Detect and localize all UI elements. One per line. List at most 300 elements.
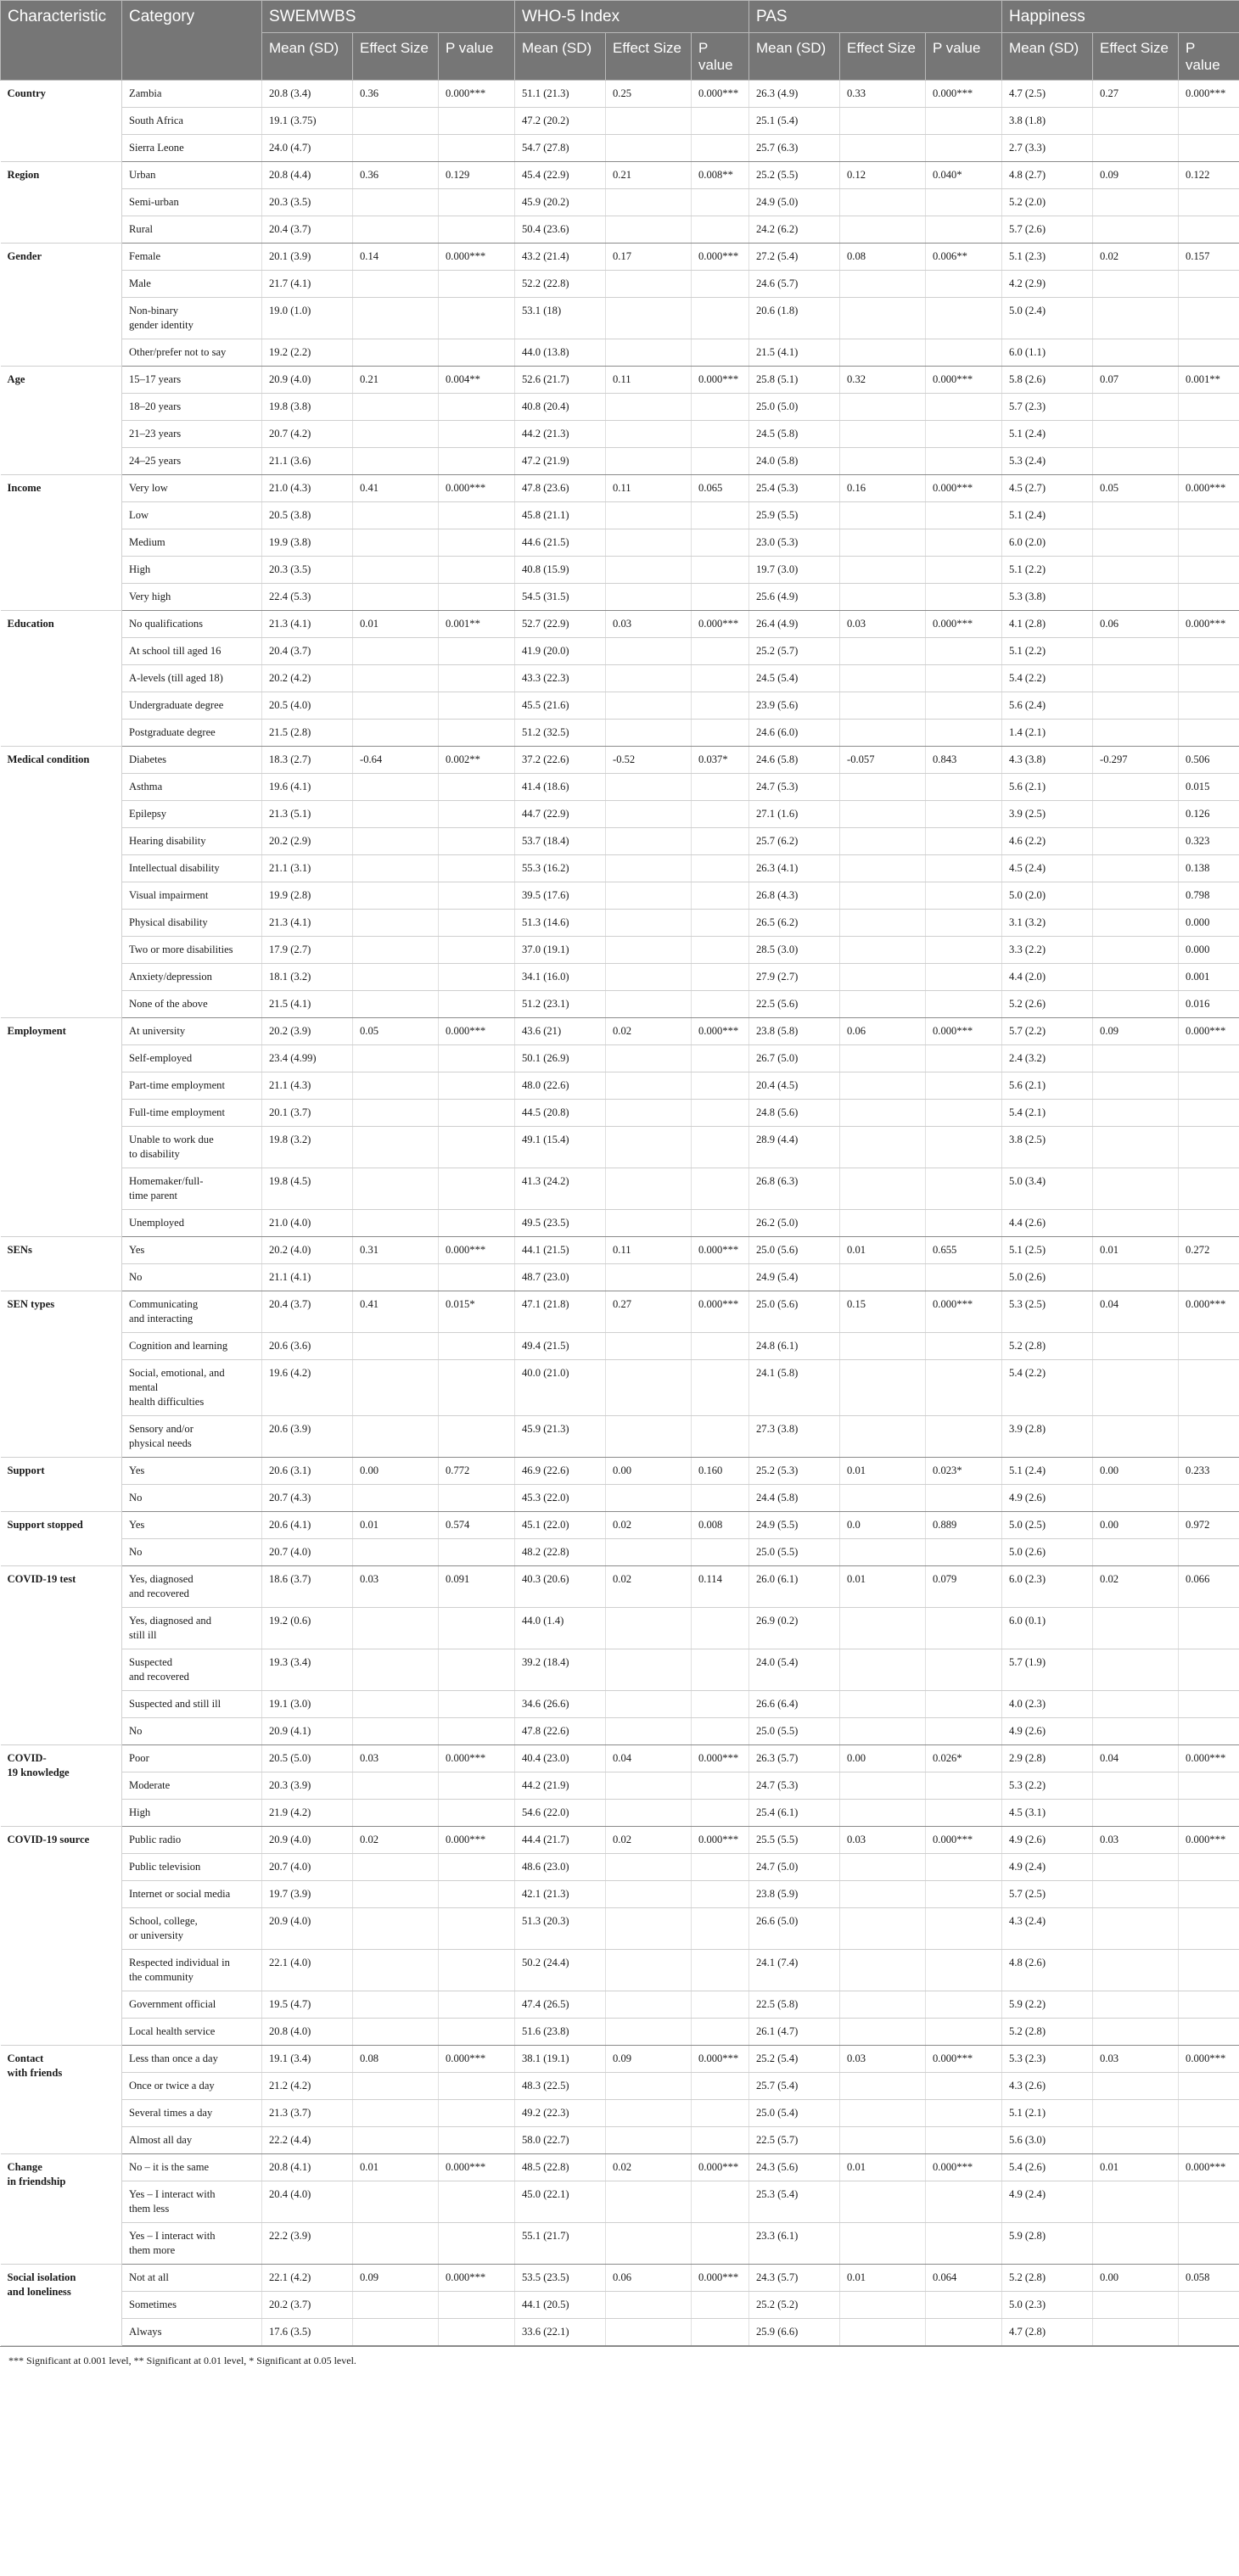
swemwbs-mean-cell: 20.4 (3.7) — [262, 1291, 353, 1332]
table-row — [1, 2153, 1239, 2181]
who5-mean-cell: 48.5 (22.8) — [515, 2153, 606, 2181]
pas-mean-cell: 25.4 (6.1) — [749, 1799, 840, 1826]
header-mean-sd: Mean (SD) — [515, 32, 606, 80]
pas-mean-cell: 25.0 (5.6) — [749, 1291, 840, 1332]
happiness-p-cell — [1179, 2318, 1239, 2345]
table-row — [1, 1044, 1239, 1072]
category-cell: 21–23 years — [122, 420, 262, 447]
happiness-p-cell — [1179, 501, 1239, 529]
table-row — [1, 1236, 1239, 1263]
happiness-effect-cell — [1093, 107, 1179, 134]
who5-p-cell — [692, 1853, 749, 1880]
who5-mean-cell: 44.2 (21.3) — [515, 420, 606, 447]
pas-mean-cell: 27.2 (5.4) — [749, 243, 840, 270]
happiness-p-cell — [1179, 1415, 1239, 1457]
swemwbs-mean-cell: 21.1 (4.1) — [262, 1263, 353, 1291]
pas-p-cell — [926, 2291, 1002, 2318]
pas-effect-cell — [840, 1690, 926, 1717]
category-cell: Yes – I interact with them more — [122, 2222, 262, 2264]
swemwbs-p-cell — [439, 1484, 515, 1511]
who5-effect-cell — [606, 2072, 692, 2099]
swemwbs-mean-cell: 20.2 (2.9) — [262, 827, 353, 854]
who5-p-cell: 0.000*** — [692, 1236, 749, 1263]
happiness-effect-cell: 0.01 — [1093, 1236, 1179, 1263]
header-effect-size: Effect Size — [840, 32, 926, 80]
pas-p-cell: 0.000*** — [926, 2045, 1002, 2072]
pas-mean-cell: 25.9 (5.5) — [749, 501, 840, 529]
who5-mean-cell: 33.6 (22.1) — [515, 2318, 606, 2345]
who5-mean-cell: 51.3 (14.6) — [515, 909, 606, 936]
table-row — [1, 1126, 1239, 1168]
pas-mean-cell: 26.8 (6.3) — [749, 1168, 840, 1209]
pas-mean-cell: 24.2 (6.2) — [749, 216, 840, 243]
happiness-effect-cell — [1093, 1332, 1179, 1359]
who5-mean-cell: 45.9 (21.3) — [515, 1415, 606, 1457]
table-row — [1, 393, 1239, 420]
table-row — [1, 1690, 1239, 1717]
who5-effect-cell — [606, 1126, 692, 1168]
happiness-p-cell: 0.506 — [1179, 746, 1239, 773]
who5-effect-cell — [606, 2018, 692, 2045]
pas-mean-cell: 25.0 (5.6) — [749, 1236, 840, 1263]
pas-effect-cell — [840, 1607, 926, 1649]
category-cell: No — [122, 1263, 262, 1291]
happiness-mean-cell: 4.7 (2.8) — [1002, 2318, 1093, 2345]
pas-mean-cell: 26.4 (4.9) — [749, 610, 840, 637]
swemwbs-effect-cell — [353, 1690, 439, 1717]
happiness-p-cell: 0.000 — [1179, 936, 1239, 963]
who5-mean-cell: 41.3 (24.2) — [515, 1168, 606, 1209]
swemwbs-mean-cell: 20.2 (3.7) — [262, 2291, 353, 2318]
swemwbs-p-cell: 0.000*** — [439, 2045, 515, 2072]
swemwbs-p-cell: 0.004** — [439, 366, 515, 393]
pas-mean-cell: 24.3 (5.7) — [749, 2264, 840, 2291]
characteristic-cell: Gender — [1, 243, 122, 366]
happiness-mean-cell: 5.0 (3.4) — [1002, 1168, 1093, 1209]
happiness-effect-cell: -0.297 — [1093, 746, 1179, 773]
table-row — [1, 1949, 1239, 1991]
who5-mean-cell: 39.2 (18.4) — [515, 1649, 606, 1690]
who5-effect-cell: 0.25 — [606, 80, 692, 107]
who5-p-cell — [692, 773, 749, 800]
happiness-effect-cell — [1093, 134, 1179, 161]
category-cell: Always — [122, 2318, 262, 2345]
happiness-mean-cell: 5.6 (2.1) — [1002, 1072, 1093, 1099]
category-cell: No – it is the same — [122, 2153, 262, 2181]
happiness-mean-cell: 4.9 (2.4) — [1002, 1853, 1093, 1880]
table-row — [1, 1017, 1239, 1044]
who5-effect-cell — [606, 1949, 692, 1991]
who5-mean-cell: 40.8 (20.4) — [515, 393, 606, 420]
who5-p-cell: 0.000*** — [692, 1291, 749, 1332]
who5-p-cell — [692, 1332, 749, 1359]
who5-mean-cell: 45.9 (20.2) — [515, 188, 606, 216]
table-row — [1, 2126, 1239, 2153]
who5-effect-cell — [606, 1263, 692, 1291]
table-row — [1, 1907, 1239, 1949]
category-cell: Postgraduate degree — [122, 719, 262, 746]
happiness-p-cell — [1179, 1072, 1239, 1099]
category-cell: Yes, diagnosed and still ill — [122, 1607, 262, 1649]
happiness-p-cell — [1179, 1949, 1239, 1991]
swemwbs-effect-cell — [353, 2018, 439, 2045]
pas-mean-cell: 26.9 (0.2) — [749, 1607, 840, 1649]
happiness-p-cell — [1179, 216, 1239, 243]
happiness-effect-cell — [1093, 1538, 1179, 1565]
happiness-effect-cell — [1093, 882, 1179, 909]
characteristic-cell: COVID-19 source — [1, 1826, 122, 2045]
table-row — [1, 270, 1239, 297]
category-cell: Anxiety/depression — [122, 963, 262, 990]
who5-p-cell — [692, 1717, 749, 1744]
who5-mean-cell: 49.4 (21.5) — [515, 1332, 606, 1359]
pas-p-cell: 0.006** — [926, 243, 1002, 270]
swemwbs-p-cell — [439, 1099, 515, 1126]
pas-p-cell: 0.000*** — [926, 1017, 1002, 1044]
who5-effect-cell: 0.21 — [606, 161, 692, 188]
pas-mean-cell: 23.8 (5.8) — [749, 1017, 840, 1044]
header-p-value: P value — [439, 32, 515, 80]
swemwbs-p-cell — [439, 1717, 515, 1744]
happiness-mean-cell: 4.2 (2.9) — [1002, 270, 1093, 297]
who5-p-cell: 0.000*** — [692, 610, 749, 637]
swemwbs-p-cell — [439, 134, 515, 161]
pas-p-cell — [926, 1772, 1002, 1799]
who5-p-cell — [692, 2291, 749, 2318]
happiness-mean-cell: 3.9 (2.8) — [1002, 1415, 1093, 1457]
characteristic-cell: COVID-19 test — [1, 1565, 122, 1744]
table-row — [1, 1263, 1239, 1291]
who5-effect-cell — [606, 1209, 692, 1236]
category-cell: Yes — [122, 1511, 262, 1538]
pas-mean-cell: 26.3 (4.9) — [749, 80, 840, 107]
happiness-p-cell — [1179, 270, 1239, 297]
swemwbs-effect-cell — [353, 2181, 439, 2222]
who5-mean-cell: 34.1 (16.0) — [515, 963, 606, 990]
who5-effect-cell — [606, 2181, 692, 2222]
swemwbs-mean-cell: 21.5 (2.8) — [262, 719, 353, 746]
swemwbs-mean-cell: 19.2 (2.2) — [262, 339, 353, 366]
swemwbs-effect-cell: 0.14 — [353, 243, 439, 270]
category-cell: Unemployed — [122, 1209, 262, 1236]
happiness-mean-cell: 5.1 (2.4) — [1002, 501, 1093, 529]
happiness-p-cell: 0.157 — [1179, 243, 1239, 270]
pas-effect-cell — [840, 664, 926, 692]
swemwbs-p-cell: 0.772 — [439, 1457, 515, 1484]
who5-effect-cell — [606, 1717, 692, 1744]
swemwbs-effect-cell — [353, 1359, 439, 1415]
swemwbs-effect-cell — [353, 2291, 439, 2318]
happiness-p-cell: 0.015 — [1179, 773, 1239, 800]
who5-p-cell — [692, 556, 749, 583]
who5-p-cell — [692, 501, 749, 529]
who5-p-cell — [692, 270, 749, 297]
happiness-p-cell — [1179, 2018, 1239, 2045]
happiness-effect-cell — [1093, 1949, 1179, 1991]
happiness-mean-cell: 5.2 (2.8) — [1002, 2264, 1093, 2291]
happiness-p-cell: 0.000*** — [1179, 1826, 1239, 1853]
happiness-effect-cell: 0.04 — [1093, 1744, 1179, 1772]
happiness-effect-cell — [1093, 583, 1179, 610]
swemwbs-effect-cell — [353, 107, 439, 134]
who5-effect-cell — [606, 2099, 692, 2126]
pas-mean-cell: 25.9 (6.6) — [749, 2318, 840, 2345]
who5-mean-cell: 54.6 (22.0) — [515, 1799, 606, 1826]
category-cell: Yes — [122, 1236, 262, 1263]
happiness-effect-cell: 0.00 — [1093, 1511, 1179, 1538]
table-row — [1, 1772, 1239, 1799]
pas-effect-cell — [840, 1332, 926, 1359]
happiness-mean-cell: 5.3 (2.4) — [1002, 447, 1093, 474]
pas-p-cell — [926, 1332, 1002, 1359]
pas-effect-cell — [840, 1949, 926, 1991]
table-row — [1, 1209, 1239, 1236]
who5-p-cell: 0.000*** — [692, 1017, 749, 1044]
pas-p-cell: 0.040* — [926, 161, 1002, 188]
category-cell: Zambia — [122, 80, 262, 107]
who5-effect-cell — [606, 692, 692, 719]
pas-effect-cell: 0.01 — [840, 1457, 926, 1484]
swemwbs-mean-cell: 22.1 (4.0) — [262, 1949, 353, 1991]
who5-effect-cell — [606, 529, 692, 556]
who5-mean-cell: 44.4 (21.7) — [515, 1826, 606, 1853]
swemwbs-effect-cell — [353, 1799, 439, 1826]
who5-effect-cell — [606, 447, 692, 474]
happiness-p-cell — [1179, 339, 1239, 366]
swemwbs-p-cell — [439, 2126, 515, 2153]
swemwbs-effect-cell — [353, 1099, 439, 1126]
header-p-value: P value — [926, 32, 1002, 80]
swemwbs-effect-cell — [353, 692, 439, 719]
happiness-mean-cell: 3.3 (2.2) — [1002, 936, 1093, 963]
swemwbs-effect-cell: 0.36 — [353, 161, 439, 188]
swemwbs-mean-cell: 20.5 (4.0) — [262, 692, 353, 719]
who5-p-cell — [692, 1263, 749, 1291]
category-cell: Medium — [122, 529, 262, 556]
swemwbs-effect-cell — [353, 501, 439, 529]
category-cell: Local health service — [122, 2018, 262, 2045]
swemwbs-p-cell — [439, 1690, 515, 1717]
swemwbs-effect-cell — [353, 963, 439, 990]
who5-effect-cell — [606, 1099, 692, 1126]
pas-effect-cell: 0.01 — [840, 2153, 926, 2181]
pas-effect-cell — [840, 2222, 926, 2264]
category-cell: No — [122, 1484, 262, 1511]
pas-mean-cell: 26.3 (4.1) — [749, 854, 840, 882]
swemwbs-p-cell: 0.574 — [439, 1511, 515, 1538]
who5-mean-cell: 47.2 (20.2) — [515, 107, 606, 134]
who5-mean-cell: 53.5 (23.5) — [515, 2264, 606, 2291]
pas-effect-cell — [840, 1168, 926, 1209]
pas-p-cell — [926, 447, 1002, 474]
pas-mean-cell: 26.0 (6.1) — [749, 1565, 840, 1607]
category-cell: Yes — [122, 1457, 262, 1484]
category-cell: School, college, or university — [122, 1907, 262, 1949]
happiness-effect-cell — [1093, 854, 1179, 882]
happiness-effect-cell: 0.09 — [1093, 161, 1179, 188]
pas-p-cell — [926, 339, 1002, 366]
pas-p-cell — [926, 854, 1002, 882]
happiness-p-cell — [1179, 1168, 1239, 1209]
pas-effect-cell — [840, 1538, 926, 1565]
swemwbs-mean-cell: 20.3 (3.5) — [262, 188, 353, 216]
swemwbs-mean-cell: 18.1 (3.2) — [262, 963, 353, 990]
swemwbs-mean-cell: 21.3 (4.1) — [262, 610, 353, 637]
pas-p-cell — [926, 2126, 1002, 2153]
category-cell: Diabetes — [122, 746, 262, 773]
swemwbs-effect-cell — [353, 339, 439, 366]
who5-mean-cell: 47.2 (21.9) — [515, 447, 606, 474]
who5-effect-cell — [606, 1359, 692, 1415]
swemwbs-effect-cell — [353, 447, 439, 474]
table-row — [1, 664, 1239, 692]
pas-effect-cell — [840, 188, 926, 216]
pas-mean-cell: 24.9 (5.4) — [749, 1263, 840, 1291]
header-mean-sd: Mean (SD) — [749, 32, 840, 80]
happiness-effect-cell — [1093, 2099, 1179, 2126]
happiness-mean-cell: 4.0 (2.3) — [1002, 1690, 1093, 1717]
swemwbs-p-cell — [439, 2318, 515, 2345]
who5-p-cell — [692, 2318, 749, 2345]
who5-mean-cell: 44.0 (1.4) — [515, 1607, 606, 1649]
who5-effect-cell — [606, 882, 692, 909]
happiness-mean-cell: 5.4 (2.2) — [1002, 1359, 1093, 1415]
swemwbs-p-cell — [439, 854, 515, 882]
happiness-p-cell — [1179, 1607, 1239, 1649]
who5-effect-cell: 0.04 — [606, 1744, 692, 1772]
pas-mean-cell: 26.7 (5.0) — [749, 1044, 840, 1072]
who5-mean-cell: 47.8 (22.6) — [515, 1717, 606, 1744]
pas-mean-cell: 22.5 (5.8) — [749, 1991, 840, 2018]
category-cell: Respected individual in the community — [122, 1949, 262, 1991]
swemwbs-mean-cell: 18.6 (3.7) — [262, 1565, 353, 1607]
who5-mean-cell: 41.4 (18.6) — [515, 773, 606, 800]
happiness-effect-cell: 0.02 — [1093, 243, 1179, 270]
swemwbs-mean-cell: 21.5 (4.1) — [262, 990, 353, 1017]
pas-p-cell: 0.000*** — [926, 1291, 1002, 1332]
pas-p-cell: 0.843 — [926, 746, 1002, 773]
who5-p-cell — [692, 583, 749, 610]
happiness-effect-cell — [1093, 1359, 1179, 1415]
happiness-effect-cell — [1093, 2291, 1179, 2318]
table-row — [1, 420, 1239, 447]
category-cell: No — [122, 1538, 262, 1565]
category-cell: Cognition and learning — [122, 1332, 262, 1359]
characteristic-cell: Medical condition — [1, 746, 122, 1017]
pas-p-cell — [926, 2222, 1002, 2264]
table-footnote: *** Significant at 0.001 level, ** Significant at 0.01 level, * Significant at 0.05 level. — [0, 2346, 1239, 2375]
characteristic-cell: Education — [1, 610, 122, 746]
who5-p-cell — [692, 1538, 749, 1565]
category-cell: Intellectual disability — [122, 854, 262, 882]
swemwbs-p-cell — [439, 529, 515, 556]
swemwbs-effect-cell — [353, 556, 439, 583]
pas-effect-cell — [840, 1880, 926, 1907]
category-cell: Unable to work due to disability — [122, 1126, 262, 1168]
happiness-p-cell: 0.000*** — [1179, 610, 1239, 637]
happiness-p-cell — [1179, 1126, 1239, 1168]
happiness-mean-cell: 5.0 (2.6) — [1002, 1538, 1093, 1565]
who5-mean-cell: 44.7 (22.9) — [515, 800, 606, 827]
swemwbs-effect-cell — [353, 773, 439, 800]
swemwbs-mean-cell: 19.9 (2.8) — [262, 882, 353, 909]
who5-effect-cell — [606, 1799, 692, 1826]
happiness-effect-cell: 0.02 — [1093, 1565, 1179, 1607]
happiness-effect-cell — [1093, 1072, 1179, 1099]
category-cell: Epilepsy — [122, 800, 262, 827]
who5-p-cell — [692, 107, 749, 134]
happiness-effect-cell — [1093, 188, 1179, 216]
swemwbs-effect-cell: 0.03 — [353, 1565, 439, 1607]
who5-p-cell — [692, 188, 749, 216]
who5-mean-cell: 44.5 (20.8) — [515, 1099, 606, 1126]
pas-p-cell: 0.000*** — [926, 610, 1002, 637]
swemwbs-mean-cell: 20.5 (5.0) — [262, 1744, 353, 1772]
swemwbs-p-cell — [439, 1991, 515, 2018]
pas-mean-cell: 27.3 (3.8) — [749, 1415, 840, 1457]
swemwbs-mean-cell: 19.8 (3.2) — [262, 1126, 353, 1168]
happiness-mean-cell: 5.6 (2.1) — [1002, 773, 1093, 800]
table-row — [1, 990, 1239, 1017]
happiness-effect-cell: 0.01 — [1093, 2153, 1179, 2181]
swemwbs-mean-cell: 20.4 (3.7) — [262, 216, 353, 243]
who5-effect-cell — [606, 800, 692, 827]
happiness-p-cell — [1179, 2072, 1239, 2099]
table-row — [1, 1826, 1239, 1853]
pas-p-cell — [926, 1717, 1002, 1744]
category-cell: Rural — [122, 216, 262, 243]
happiness-p-cell — [1179, 1717, 1239, 1744]
who5-p-cell: 0.000*** — [692, 366, 749, 393]
swemwbs-effect-cell — [353, 664, 439, 692]
swemwbs-p-cell — [439, 1168, 515, 1209]
category-cell: Moderate — [122, 1772, 262, 1799]
swemwbs-effect-cell: -0.64 — [353, 746, 439, 773]
table-row — [1, 339, 1239, 366]
happiness-mean-cell: 6.0 (2.0) — [1002, 529, 1093, 556]
happiness-effect-cell — [1093, 909, 1179, 936]
swemwbs-mean-cell: 20.7 (4.3) — [262, 1484, 353, 1511]
table-row — [1, 1649, 1239, 1690]
happiness-effect-cell — [1093, 2222, 1179, 2264]
who5-mean-cell: 45.1 (22.0) — [515, 1511, 606, 1538]
happiness-p-cell: 0.000*** — [1179, 2153, 1239, 2181]
header-characteristic: Characteristic — [1, 1, 122, 81]
pas-effect-cell — [840, 963, 926, 990]
who5-p-cell — [692, 990, 749, 1017]
pas-mean-cell: 24.6 (5.8) — [749, 746, 840, 773]
characteristic-cell: Support stopped — [1, 1511, 122, 1565]
who5-p-cell — [692, 882, 749, 909]
pas-effect-cell: 0.01 — [840, 1236, 926, 1263]
happiness-p-cell — [1179, 1359, 1239, 1415]
who5-p-cell — [692, 1415, 749, 1457]
happiness-mean-cell: 5.1 (2.2) — [1002, 556, 1093, 583]
swemwbs-mean-cell: 20.8 (3.4) — [262, 80, 353, 107]
who5-effect-cell — [606, 1484, 692, 1511]
happiness-mean-cell: 5.0 (2.6) — [1002, 1263, 1093, 1291]
pas-mean-cell: 25.7 (6.3) — [749, 134, 840, 161]
who5-mean-cell: 49.1 (15.4) — [515, 1126, 606, 1168]
swemwbs-p-cell — [439, 1332, 515, 1359]
pas-mean-cell: 25.2 (5.2) — [749, 2291, 840, 2318]
happiness-mean-cell: 5.0 (2.4) — [1002, 297, 1093, 339]
happiness-p-cell: 0.001** — [1179, 366, 1239, 393]
swemwbs-p-cell — [439, 1072, 515, 1099]
happiness-mean-cell: 5.3 (2.2) — [1002, 1772, 1093, 1799]
happiness-effect-cell — [1093, 1415, 1179, 1457]
table-row — [1, 1072, 1239, 1099]
